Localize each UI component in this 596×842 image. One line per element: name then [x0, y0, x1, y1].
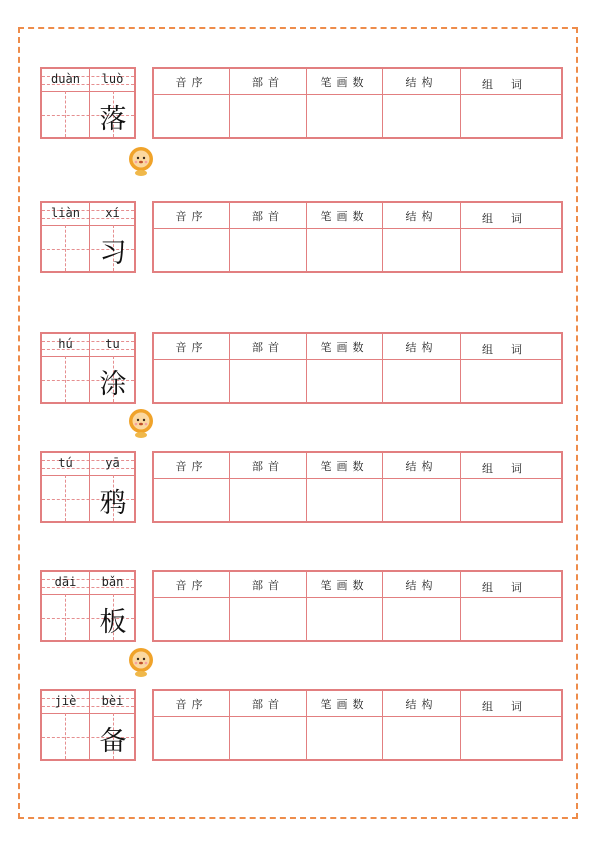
hanzi-character: 涂 [99, 368, 127, 400]
answer-cell[interactable] [461, 229, 561, 271]
answer-cell[interactable] [383, 717, 461, 759]
pinyin-syllable: yā [105, 456, 120, 470]
header-yinxu: 音序 [154, 691, 230, 717]
answer-cell[interactable] [154, 95, 230, 137]
answer-cell[interactable] [154, 360, 230, 402]
answer-cell[interactable] [307, 360, 383, 402]
answer-cell[interactable] [230, 95, 307, 137]
header-bihuashu: 笔画数 [307, 453, 383, 479]
header-jiegou: 结构 [383, 691, 461, 717]
header-bushou: 部首 [230, 691, 307, 717]
answer-cell[interactable] [307, 229, 383, 271]
header-yinxu: 音序 [154, 453, 230, 479]
answer-cell[interactable] [383, 360, 461, 402]
answer-cell[interactable] [307, 717, 383, 759]
pinyin-syllable: liàn [51, 206, 80, 220]
pinyin-syllable: hú [58, 337, 73, 351]
character-grid [40, 67, 136, 139]
header-jiegou: 结构 [383, 453, 461, 479]
answer-cell[interactable] [461, 598, 561, 640]
header-jiegou: 结构 [383, 69, 461, 95]
character-info-table [152, 689, 563, 761]
hanzi-character: 板 [99, 606, 127, 638]
character-grid [40, 689, 136, 761]
character-grid [40, 332, 136, 404]
header-bushou: 部首 [230, 453, 307, 479]
answer-cell[interactable] [154, 229, 230, 271]
header-yinxu: 音序 [154, 69, 230, 95]
answer-cell[interactable] [307, 95, 383, 137]
answer-cell[interactable] [230, 598, 307, 640]
header-zuci: 组词 [461, 203, 561, 229]
hanzi-character: 落 [99, 103, 127, 135]
lion-icon [128, 146, 154, 176]
pinyin-syllable: dāi [54, 575, 77, 589]
character-info-table [152, 332, 563, 404]
answer-cell[interactable] [154, 479, 230, 521]
hanzi-character: 习 [99, 237, 127, 269]
vocab-row [40, 201, 564, 275]
answer-cell[interactable] [383, 95, 461, 137]
answer-cell[interactable] [461, 717, 561, 759]
answer-cell[interactable] [230, 479, 307, 521]
answer-cell[interactable] [461, 95, 561, 137]
vocab-row [40, 570, 564, 644]
lion-icon [128, 408, 154, 438]
header-bushou: 部首 [230, 203, 307, 229]
header-jiegou: 结构 [383, 203, 461, 229]
answer-cell[interactable] [383, 598, 461, 640]
character-grid [40, 201, 136, 273]
header-zuci: 组词 [461, 69, 561, 95]
header-bushou: 部首 [230, 69, 307, 95]
header-zuci: 组词 [461, 691, 561, 717]
answer-cell[interactable] [307, 598, 383, 640]
pinyin-syllable: tu [105, 337, 120, 351]
character-info-table [152, 201, 563, 273]
pinyin-syllable: jiè [54, 694, 77, 708]
vocab-row [40, 67, 564, 141]
answer-cell[interactable] [154, 717, 230, 759]
header-bushou: 部首 [230, 572, 307, 598]
header-zuci: 组词 [461, 334, 561, 360]
header-jiegou: 结构 [383, 334, 461, 360]
lion-icon [128, 647, 154, 677]
answer-cell[interactable] [461, 479, 561, 521]
answer-cell[interactable] [383, 479, 461, 521]
vocab-row [40, 451, 564, 525]
pinyin-syllable: tú [58, 456, 73, 470]
header-bushou: 部首 [230, 334, 307, 360]
character-info-table [152, 451, 563, 523]
header-zuci: 组词 [461, 453, 561, 479]
pinyin-syllable: xí [105, 206, 120, 220]
header-zuci: 组词 [461, 572, 561, 598]
character-grid [40, 451, 136, 523]
header-yinxu: 音序 [154, 572, 230, 598]
character-info-table [152, 67, 563, 139]
header-bihuashu: 笔画数 [307, 203, 383, 229]
answer-cell[interactable] [154, 598, 230, 640]
answer-cell[interactable] [230, 360, 307, 402]
answer-cell[interactable] [383, 229, 461, 271]
header-bihuashu: 笔画数 [307, 334, 383, 360]
character-info-table [152, 570, 563, 642]
pinyin-syllable: luò [101, 72, 124, 86]
header-yinxu: 音序 [154, 334, 230, 360]
pinyin-syllable: bǎn [101, 575, 124, 589]
pinyin-syllable: duàn [51, 72, 80, 86]
answer-cell[interactable] [461, 360, 561, 402]
header-jiegou: 结构 [383, 572, 461, 598]
hanzi-character: 备 [99, 725, 127, 757]
answer-cell[interactable] [230, 717, 307, 759]
answer-cell[interactable] [230, 229, 307, 271]
pinyin-syllable: bèi [101, 694, 124, 708]
header-yinxu: 音序 [154, 203, 230, 229]
answer-cell[interactable] [307, 479, 383, 521]
header-bihuashu: 笔画数 [307, 69, 383, 95]
hanzi-character: 鸦 [99, 487, 127, 519]
header-bihuashu: 笔画数 [307, 691, 383, 717]
vocab-row [40, 332, 564, 406]
header-bihuashu: 笔画数 [307, 572, 383, 598]
character-grid [40, 570, 136, 642]
vocab-row [40, 689, 564, 763]
